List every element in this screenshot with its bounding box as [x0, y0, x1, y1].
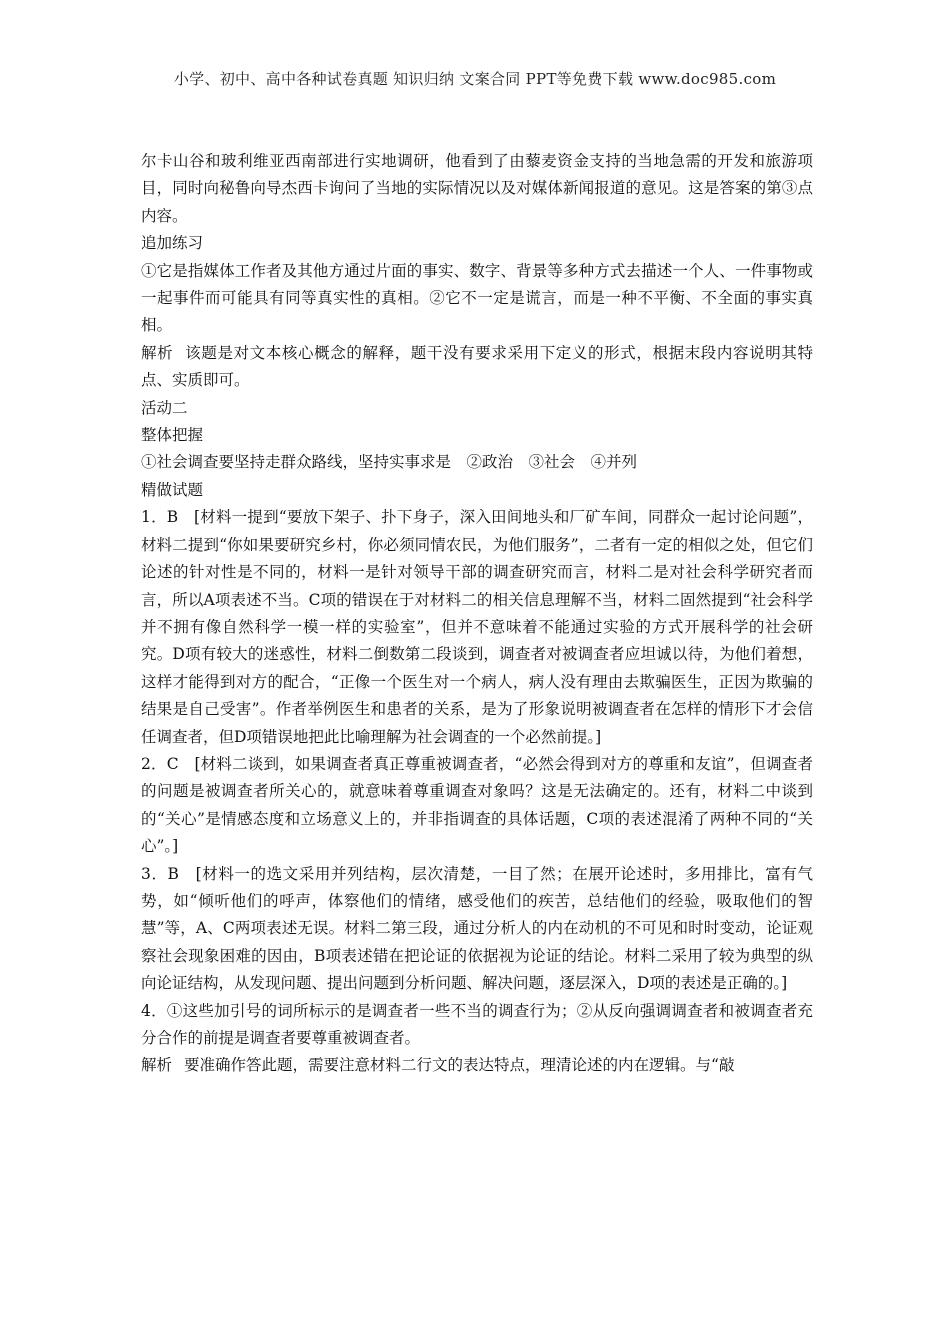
document-body	[141, 148, 813, 1080]
section-heading-overall-grasp: 整体把握	[141, 426, 204, 445]
analysis-paragraph-2	[141, 1052, 813, 1079]
answer-question-1: 1．B [材料一提到“要放下架子、扑下身子，深入田间地头和厂矿车间，同群众一起讨论问题”，材料二提到“你如果要研究乡村，你必须同情农民，为他们服务”，二者有一定的相似之处，但它们论述的针对性是不同的，材料一是针对领导干部的调查研究而言，材料二是对社会科学研究者而言，所以A项表述不当。C项的错误在于对材料二的相关信息理解不当，材料二固然提到“社会科学并不拥有像自然科学一模一样的实验室”，但并不意味着不能通过实验的方式开展科学的社会研究。D项有较大的迷惑性，材料二倒数第二段谈到，调查者对被调查者应坦诚以待，为他们着想，这样才能得到对方的配合，“正像一个医生对一个病人，病人没有理由去欺骗医生，正因为欺骗的结果是自己受害”。作者举例医生和患者的关系，是为了形象说明被调查者在怎样的情形下才会信任调查者，但D项错误地把此比喻理解为社会调查的一个必然前提。]	[141, 508, 813, 746]
answer-question-3: 3．B [材料一的选文采用并列结构，层次清楚，一目了然；在展开论述时，多用排比，富有气势，如“倾听他们的呼声，体察他们的情绪，感受他们的疾苦，总结他们的经验，吸取他们的智慧”等，A、C两项表述无误。材料二第三段，通过分析人的内在动机的不可见和时时变动，论证观察社会现象困难的因由，B项表述错在把论证的依据视为论证的结论。材料二采用了较为典型的纵向论证结构，从发现问题、提出问题到分析问题、解决问题，逐层深入，D项的表述是正确的。]	[141, 864, 813, 993]
analysis-text: 要准确作答此题，需要注意材料二行文的表达特点，理清论述的内在逻辑。与“敲	[184, 1056, 735, 1075]
paragraph-continued-text: 尔卡山谷和玻利维亚西南部进行实地调研，他看到了由藜麦资金支持的当地急需的开发和旅游项目，同时向秘鲁向导杰西卡询问了当地的实际情况以及对媒体新闻报道的意见。这是答案的第③点内容。	[141, 152, 813, 225]
answer-overall-grasp: ①社会调查要坚持走群众路线，坚持实事求是 ②政治 ③社会 ④并列	[141, 453, 638, 472]
analysis-text: 该题是对文本核心概念的解释，题干没有要求采用下定义的形式，根据末段内容说明其特点、实质即可。	[141, 343, 813, 390]
page-header: 小学、初中、高中各种试卷真题 知识归纳 文案合同 PPT等免费下载 www.doc985.com	[173, 70, 777, 88]
analysis-label: 解析	[141, 343, 174, 362]
section-heading-extra-practice: 追加练习	[141, 234, 204, 253]
analysis-label: 解析	[141, 1056, 173, 1075]
answer-extra-practice: ①它是指媒体工作者及其他方通过片面的事实、数字、背景等多种方式去描述一个人、一件事物或一起事件而可能具有同等真实性的真相。②它不一定是谎言，而是一种不平衡、不全面的事实真相。	[141, 261, 813, 335]
section-heading-activity-two: 活动二	[141, 398, 188, 417]
section-heading-intensive-questions: 精做试题	[141, 480, 204, 499]
answer-question-2: 2．C [材料二谈到，如果调查者真正尊重被调查者，“必然会得到对方的尊重和友谊”，但调查者的问题是被调查者所关心的，就意味着尊重调查对象吗？这是无法确定的。还有，材料二中谈到的“关心”是情感态度和立场意义上的，并非指调查的具体话题，C项的表述混淆了两种不同的“关心”。]	[141, 754, 813, 856]
analysis-paragraph	[141, 340, 813, 395]
answer-question-4: 4．①这些加引号的词所标示的是调查者一些不当的调查行为；②从反向强调调查者和被调查者充分合作的前提是调查者要尊重被调查者。	[141, 1001, 813, 1047]
